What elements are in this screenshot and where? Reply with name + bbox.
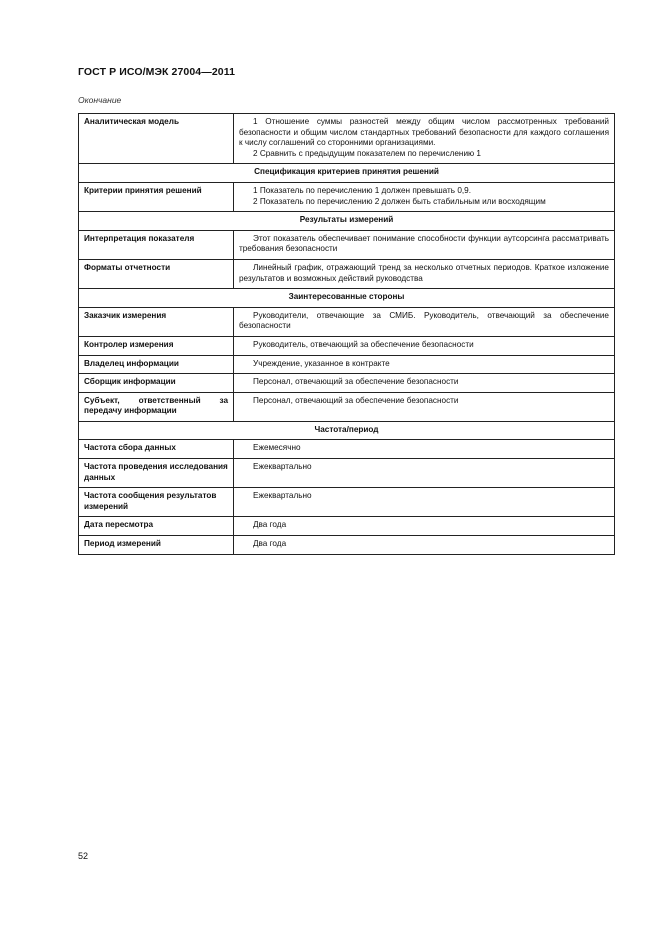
section-row xyxy=(79,212,615,231)
row-text: Персонал, отвечающий за обеспечение безопасности xyxy=(253,377,459,387)
row-value xyxy=(234,392,615,421)
row-value xyxy=(234,440,615,459)
table-row xyxy=(79,307,615,336)
row-label: Контролер измерения xyxy=(79,336,234,355)
table-row xyxy=(79,259,615,288)
list-item: 1 Показатель по перечислению 1 должен превышать 0,9. xyxy=(253,185,471,195)
row-text: Учреждение, указанное в контракте xyxy=(253,358,390,368)
table-row xyxy=(79,440,615,459)
table-row xyxy=(79,374,615,393)
row-label: Владелец информации xyxy=(79,355,234,374)
table-row xyxy=(79,336,615,355)
table-row xyxy=(79,355,615,374)
row-text: Персонал, отвечающий за обеспечение безопасности xyxy=(253,395,459,405)
row-value xyxy=(234,307,615,336)
row-label: Частота проведения исследования данных xyxy=(79,459,234,488)
section-row xyxy=(79,164,615,183)
list-item: 1 Отношение суммы разностей между общим числом рассмотренных требований безопасности и общим числом стандартных требований безопасности для каждого соглашения к числу соглашений со сторонними организациями. xyxy=(239,117,609,148)
row-text: Ежемесячно xyxy=(253,443,301,453)
section-heading: Заинтересованные стороны xyxy=(79,289,615,308)
row-text: Два года xyxy=(253,520,287,530)
list-item: 2 Сравнить с предыдущим показателем по перечислению 1 xyxy=(253,148,481,158)
row-label: Сборщик информации xyxy=(79,374,234,393)
section-heading: Результаты измерений xyxy=(79,212,615,231)
row-value xyxy=(234,182,615,211)
row-value xyxy=(234,114,615,164)
table-row xyxy=(79,488,615,517)
row-text: Ежеквартально xyxy=(253,491,312,501)
table-row xyxy=(79,517,615,536)
table-row xyxy=(79,392,615,421)
page-number: 52 xyxy=(78,851,89,861)
row-label: Субъект, ответственный за передачу информации xyxy=(79,392,234,421)
measurement-spec-table xyxy=(78,113,615,555)
row-text: Линейный график, отражающий тренд за несколько отчетных периодов. Краткое изложение результатов и возможных действий руководства xyxy=(239,262,609,283)
table-row xyxy=(79,230,615,259)
row-value xyxy=(234,230,615,259)
row-label: Аналитическая модель xyxy=(79,114,234,164)
continuation-note: Окончание xyxy=(78,95,122,105)
row-label: Критерии принятия решений xyxy=(79,182,234,211)
row-value xyxy=(234,355,615,374)
row-label: Частота сбора данных xyxy=(79,440,234,459)
section-heading: Частота/период xyxy=(79,421,615,440)
row-label: Интерпретация показателя xyxy=(79,230,234,259)
table-row xyxy=(79,536,615,555)
table-row xyxy=(79,459,615,488)
row-label: Дата пересмотра xyxy=(79,517,234,536)
table-row xyxy=(79,114,615,164)
row-text: Руководители, отвечающие за СМИБ. Руководитель, отвечающий за обеспечение безопасности xyxy=(239,310,609,331)
row-label: Заказчик измерения xyxy=(79,307,234,336)
row-label: Период измерений xyxy=(79,536,234,555)
row-text: Ежеквартально xyxy=(253,462,312,472)
row-value xyxy=(234,259,615,288)
section-heading: Спецификация критериев принятия решений xyxy=(79,164,615,183)
row-text: Руководитель, отвечающий за обеспечение безопасности xyxy=(253,339,474,349)
row-value xyxy=(234,336,615,355)
row-label: Форматы отчетности xyxy=(79,259,234,288)
row-value xyxy=(234,517,615,536)
row-value xyxy=(234,374,615,393)
row-value xyxy=(234,459,615,488)
row-value xyxy=(234,488,615,517)
row-label: Частота сообщения результатов измерений xyxy=(79,488,234,517)
row-text: Этот показатель обеспечивает понимание способности функции аутсорсинга рассматривать требования безопасности xyxy=(239,233,609,254)
section-row xyxy=(79,289,615,308)
row-value xyxy=(234,536,615,555)
section-row xyxy=(79,421,615,440)
document-header: ГОСТ Р ИСО/МЭК 27004—2011 xyxy=(78,66,236,78)
row-text: Два года xyxy=(253,539,287,549)
list-item: 2 Показатель по перечислению 2 должен быть стабильным или восходящим xyxy=(253,196,546,206)
table-row xyxy=(79,182,615,211)
